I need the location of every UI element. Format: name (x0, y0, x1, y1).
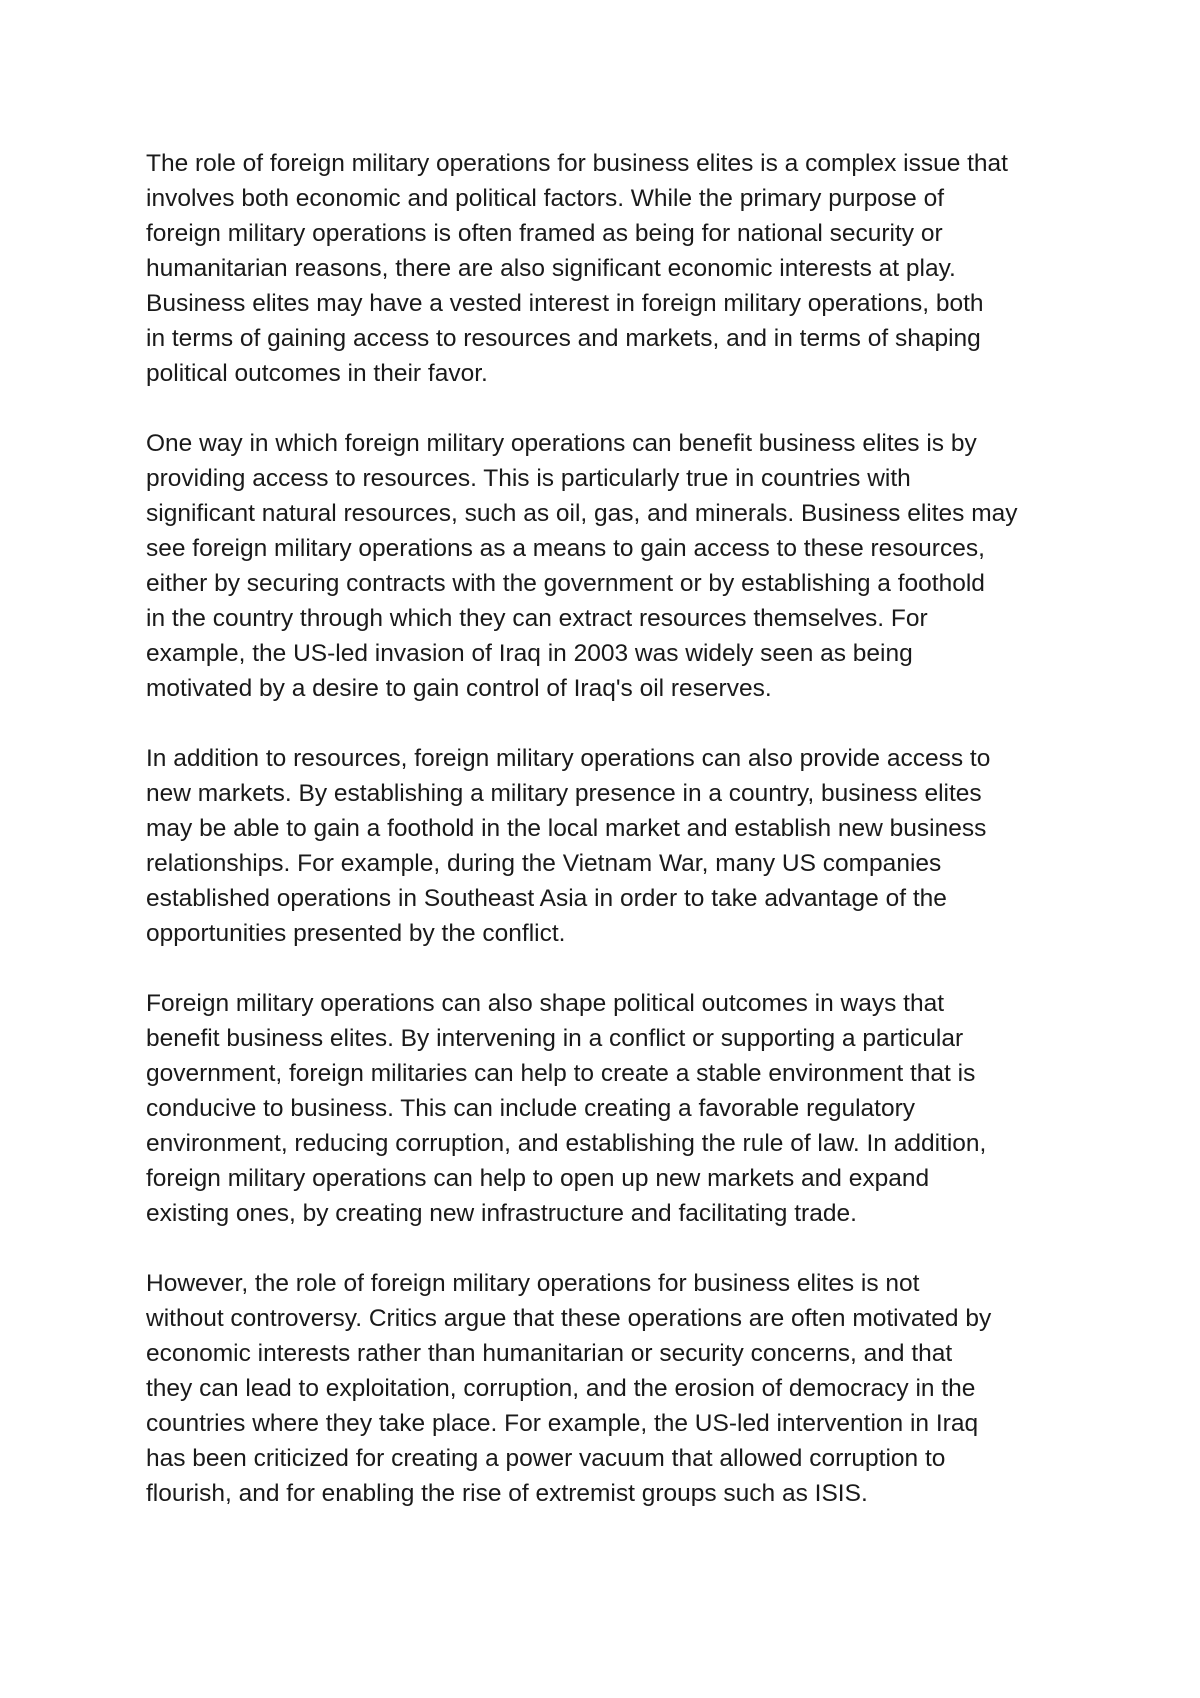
text-line: without controversy. Critics argue that these operations are often motivated by (146, 1305, 992, 1332)
text-line: established operations in Southeast Asia in order to take advantage of the (146, 885, 947, 912)
text-line: motivated by a desire to gain control of Iraq's oil reserves. (146, 675, 772, 702)
text-line: One way in which foreign military operations can benefit business elites is by (146, 430, 977, 457)
text-line: existing ones, by creating new infrastructure and facilitating trade. (146, 1200, 857, 1227)
text-line: example, the US-led invasion of Iraq in 2003 was widely seen as being (146, 640, 913, 667)
text-line: political outcomes in their favor. (146, 360, 488, 387)
text-line: humanitarian reasons, there are also significant economic interests at play. (146, 255, 956, 282)
text-line: involves both economic and political factors. While the primary purpose of (146, 185, 944, 212)
text-line: In addition to resources, foreign military operations can also provide access to (146, 745, 991, 772)
text-line: relationships. For example, during the Vietnam War, many US companies (146, 850, 942, 877)
text-line: in terms of gaining access to resources and markets, and in terms of shaping (146, 325, 981, 352)
text-line: Foreign military operations can also shape political outcomes in ways that (146, 990, 945, 1017)
text-line: economic interests rather than humanitarian or security concerns, and that (146, 1340, 953, 1367)
text-line: either by securing contracts with the government or by establishing a foothold (146, 570, 985, 597)
paragraph-3 (146, 741, 1086, 951)
text-line: government, foreign militaries can help to create a stable environment that is (146, 1060, 976, 1087)
text-line: The role of foreign military operations for business elites is a complex issue that (146, 150, 1008, 177)
text-line: significant natural resources, such as oil, gas, and minerals. Business elites may (146, 500, 1018, 527)
text-line: see foreign military operations as a means to gain access to these resources, (146, 535, 985, 562)
text-line: However, the role of foreign military operations for business elites is not (146, 1270, 920, 1297)
text-line: has been criticized for creating a power vacuum that allowed corruption to (146, 1445, 946, 1472)
text-line: foreign military operations can help to open up new markets and expand (146, 1165, 930, 1192)
text-line: countries where they take place. For example, the US-led intervention in Iraq (146, 1410, 979, 1437)
text-line: flourish, and for enabling the rise of extremist groups such as ISIS. (146, 1480, 868, 1507)
text-line: benefit business elites. By intervening in a conflict or supporting a particular (146, 1025, 964, 1052)
text-line: foreign military operations is often framed as being for national security or (146, 220, 943, 247)
paragraph-5 (146, 1266, 1086, 1511)
text-line: new markets. By establishing a military presence in a country, business elites (146, 780, 982, 807)
text-line: providing access to resources. This is particularly true in countries with (146, 465, 911, 492)
text-line: environment, reducing corruption, and establishing the rule of law. In addition, (146, 1130, 987, 1157)
text-line: Business elites may have a vested interest in foreign military operations, both (146, 290, 984, 317)
paragraph-4 (146, 986, 1086, 1231)
text-line: opportunities presented by the conflict. (146, 920, 566, 947)
paragraph-1 (146, 146, 1086, 391)
paragraph-2 (146, 426, 1086, 706)
text-line: conducive to business. This can include creating a favorable regulatory (146, 1095, 916, 1122)
document-body (146, 146, 1086, 1546)
text-line: they can lead to exploitation, corruption, and the erosion of democracy in the (146, 1375, 976, 1402)
text-line: may be able to gain a foothold in the local market and establish new business (146, 815, 987, 842)
text-line: in the country through which they can extract resources themselves. For (146, 605, 928, 632)
